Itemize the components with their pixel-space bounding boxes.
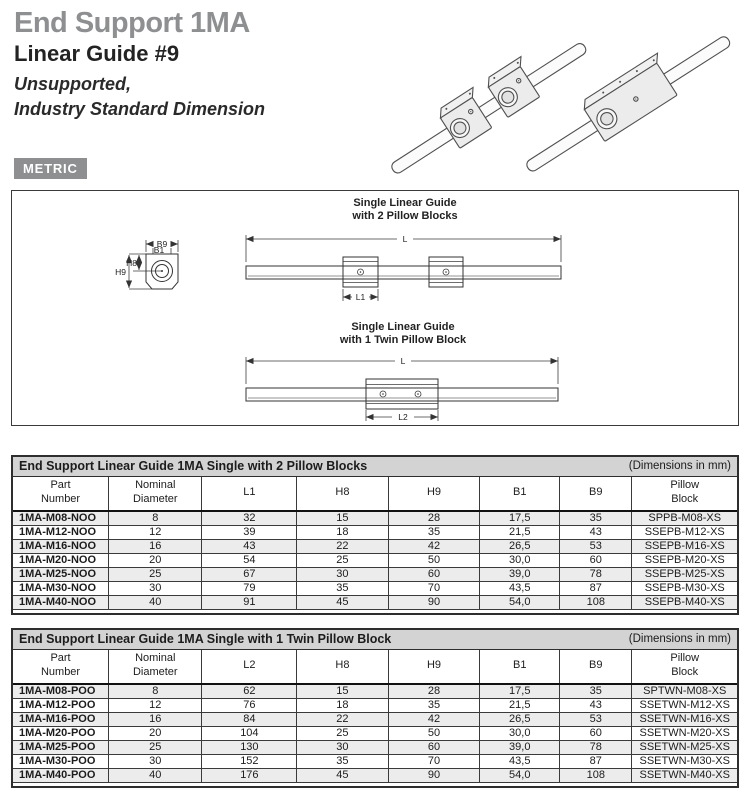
table-row: [13, 511, 737, 526]
table-title: End Support Linear Guide 1MA Single with 1 Twin Pillow Block: [19, 632, 392, 646]
dimension-cell: SSEPB-M30-XS: [632, 581, 737, 595]
part-number-cell: 1MA-M20-POO: [13, 726, 109, 740]
part-number-cell: 1MA-M08-POO: [13, 684, 109, 699]
dimension-cell: 25: [297, 726, 388, 740]
dimension-cell: SSEPB-M16-XS: [632, 539, 737, 553]
dimension-cell: 60: [560, 726, 632, 740]
table-row: [13, 684, 737, 699]
dimension-cell: 84: [202, 712, 297, 726]
dimension-cell: 35: [297, 581, 388, 595]
column-header: H8: [297, 650, 388, 684]
dimension-cell: SSEPB-M20-XS: [632, 553, 737, 567]
dimension-cell: SSETWN-M25-XS: [632, 740, 737, 754]
shaft-side-view: [246, 388, 558, 401]
dimension-cell: SSETWN-M40-XS: [632, 768, 737, 782]
part-number-cell: 1MA-M40-NOO: [13, 595, 109, 609]
dimension-cell: 35: [297, 754, 388, 768]
column-header: Nominal Diameter: [109, 650, 202, 684]
dimension-cell: 30,0: [480, 553, 560, 567]
dimension-cell: SSEPB-M40-XS: [632, 595, 737, 609]
dimension-cell: 25: [109, 567, 202, 581]
dimension-cell: 28: [388, 511, 480, 526]
header-titles: [14, 8, 265, 122]
table-row: [13, 567, 737, 581]
column-header: B1: [480, 477, 560, 511]
dimension-cell: 30: [109, 581, 202, 595]
dimension-cell: 39: [202, 525, 297, 539]
dimension-cell: 108: [560, 768, 632, 782]
table-title-bar: [13, 457, 737, 477]
dimension-label-h9: H9: [115, 267, 126, 277]
column-header: Part Number: [13, 477, 109, 511]
dimension-cell: 70: [388, 581, 480, 595]
dimension-cell: SSETWN-M16-XS: [632, 712, 737, 726]
dimension-label-l1: L1: [355, 292, 366, 302]
dimension-cell: 87: [560, 754, 632, 768]
table-title: End Support Linear Guide 1MA Single with 2 Pillow Blocks: [19, 459, 368, 473]
dimension-cell: SSETWN-M30-XS: [632, 754, 737, 768]
part-number-cell: 1MA-M12-NOO: [13, 525, 109, 539]
guide-with-2-pillow-blocks-art: [379, 25, 594, 184]
dimension-cell: 67: [202, 567, 297, 581]
column-header: L1: [202, 477, 297, 511]
dimension-cell: 50: [388, 726, 480, 740]
dimension-cell: 43: [560, 525, 632, 539]
guide-with-twin-pillow-block-art: [513, 17, 738, 184]
dimension-cell: 28: [388, 684, 480, 699]
dimension-cell: 21,5: [480, 525, 560, 539]
table-row: [13, 768, 737, 782]
dimension-cell: 62: [202, 684, 297, 699]
part-number-cell: 1MA-M12-POO: [13, 698, 109, 712]
dimension-label-l: L: [402, 234, 408, 244]
part-number-cell: 1MA-M40-POO: [13, 768, 109, 782]
dimension-cell: 16: [109, 539, 202, 553]
dimension-cell: 50: [388, 553, 480, 567]
product-illustration: [378, 4, 750, 184]
part-number-cell: 1MA-M30-POO: [13, 754, 109, 768]
table-units-note: (Dimensions in mm): [628, 460, 731, 472]
dimension-cell: 42: [388, 539, 480, 553]
dimension-cell: 91: [202, 595, 297, 609]
dimension-cell: SSETWN-M20-XS: [632, 726, 737, 740]
table-2-pillow-blocks: [11, 455, 739, 615]
diagram-title-line-2: with 1 Twin Pillow Block: [339, 334, 467, 346]
dimension-cell: 76: [202, 698, 297, 712]
dimension-cell: 35: [560, 511, 632, 526]
part-number-cell: 1MA-M16-POO: [13, 712, 109, 726]
table-row: [13, 754, 737, 768]
header-row: [13, 477, 737, 511]
dimension-cell: 60: [560, 553, 632, 567]
table-twin-pillow-block: [11, 628, 739, 788]
table-row: [13, 740, 737, 754]
dimension-cell: 43,5: [480, 754, 560, 768]
dimension-cell: 20: [109, 726, 202, 740]
diagram-title-line-2: with 2 Pillow Blocks: [352, 210, 458, 222]
column-header: B1: [480, 650, 560, 684]
dimension-cell: 53: [560, 539, 632, 553]
dimension-cell: 35: [388, 698, 480, 712]
dimension-cell: 90: [388, 768, 480, 782]
dimension-cell: 12: [109, 698, 202, 712]
dimension-cell: 15: [297, 511, 388, 526]
dimension-cell: 22: [297, 712, 388, 726]
dimension-cell: 40: [109, 768, 202, 782]
column-header: H9: [388, 650, 480, 684]
dimension-cell: 108: [560, 595, 632, 609]
metric-badge: METRIC: [14, 158, 87, 179]
dimension-cell: 43: [560, 698, 632, 712]
dimension-cell: 104: [202, 726, 297, 740]
diagram-2-pillow-blocks: [246, 197, 561, 302]
dimension-cell: 30,0: [480, 726, 560, 740]
dimension-cell: 39,0: [480, 740, 560, 754]
table-row: [13, 553, 737, 567]
dimension-cell: 45: [297, 768, 388, 782]
part-number-cell: 1MA-M20-NOO: [13, 553, 109, 567]
column-header: Pillow Block: [632, 650, 737, 684]
column-header: Part Number: [13, 650, 109, 684]
dimension-cell: 176: [202, 768, 297, 782]
dimension-cell: SPTWN-M08-XS: [632, 684, 737, 699]
diagram-title-line-1: Single Linear Guide: [351, 321, 455, 333]
shaft-side-view: [246, 266, 561, 279]
tagline-line-1: Unsupported,: [14, 74, 131, 95]
dimension-cell: 30: [109, 754, 202, 768]
dimension-cell: 78: [560, 567, 632, 581]
dimension-cell: 17,5: [480, 511, 560, 526]
cross-section-diagram: [115, 239, 178, 289]
dimensions-table: [13, 650, 737, 783]
column-header: H9: [388, 477, 480, 511]
page-title: End Support 1MA: [14, 7, 250, 39]
dimension-cell: 25: [297, 553, 388, 567]
dimension-cell: 54,0: [480, 595, 560, 609]
column-header: Nominal Diameter: [109, 477, 202, 511]
dimension-cell: 43: [202, 539, 297, 553]
twin-pillow-block-side-view: [366, 379, 438, 409]
dimension-cell: 130: [202, 740, 297, 754]
dimension-cell: SSEPB-M12-XS: [632, 525, 737, 539]
dimension-cell: 152: [202, 754, 297, 768]
part-number-cell: 1MA-M08-NOO: [13, 511, 109, 526]
dimension-cell: SPPB-M08-XS: [632, 511, 737, 526]
dimension-cell: 30: [297, 740, 388, 754]
dimension-cell: 45: [297, 595, 388, 609]
dimension-cell: 18: [297, 698, 388, 712]
table-row: [13, 712, 737, 726]
dimension-cell: 17,5: [480, 684, 560, 699]
table-row: [13, 698, 737, 712]
dimension-cell: SSEPB-M25-XS: [632, 567, 737, 581]
dimension-cell: 54: [202, 553, 297, 567]
column-header: H8: [297, 477, 388, 511]
dimension-label-b9: B9: [156, 239, 168, 249]
page-subtitle: Linear Guide #9: [14, 40, 180, 66]
dimension-label-b1: B1: [153, 245, 165, 255]
table-row: [13, 726, 737, 740]
dimension-cell: 15: [297, 684, 388, 699]
dimension-cell: 32: [202, 511, 297, 526]
dimension-cell: 35: [388, 525, 480, 539]
column-header: B9: [560, 650, 632, 684]
dimension-cell: 16: [109, 712, 202, 726]
tagline-line-2: Industry Standard Dimension: [14, 99, 266, 120]
dimension-cell: 35: [560, 684, 632, 699]
dimension-cell: 70: [388, 754, 480, 768]
part-number-cell: 1MA-M25-POO: [13, 740, 109, 754]
dimension-cell: 21,5: [480, 698, 560, 712]
table-title-bar: [13, 630, 737, 650]
table-units-note: (Dimensions in mm): [628, 633, 731, 645]
column-header: L2: [202, 650, 297, 684]
part-number-cell: 1MA-M16-NOO: [13, 539, 109, 553]
dimension-label-l: L: [400, 356, 406, 366]
dimension-cell: 8: [109, 684, 202, 699]
dimension-cell: 22: [297, 539, 388, 553]
dimension-cell: 20: [109, 553, 202, 567]
dimension-diagram-box: [11, 190, 739, 426]
table-row: [13, 595, 737, 609]
dimension-label-l2: L2: [398, 412, 408, 422]
dimension-cell: 30: [297, 567, 388, 581]
dimensions-table: [13, 477, 737, 610]
part-number-cell: 1MA-M25-NOO: [13, 567, 109, 581]
part-number-cell: 1MA-M30-NOO: [13, 581, 109, 595]
dimension-cell: 87: [560, 581, 632, 595]
dimension-cell: 42: [388, 712, 480, 726]
dimension-cell: 26,5: [480, 539, 560, 553]
table-row: [13, 581, 737, 595]
diagram-twin-pillow-block: [246, 321, 558, 422]
dimension-cell: 79: [202, 581, 297, 595]
dimension-label-h8: H8: [126, 258, 137, 268]
dimension-cell: SSETWN-M12-XS: [632, 698, 737, 712]
dimension-cell: 18: [297, 525, 388, 539]
dimension-cell: 60: [388, 740, 480, 754]
table-row: [13, 539, 737, 553]
dimension-cell: 25: [109, 740, 202, 754]
column-header: Pillow Block: [632, 477, 737, 511]
dimension-cell: 8: [109, 511, 202, 526]
dimension-cell: 60: [388, 567, 480, 581]
dimension-cell: 53: [560, 712, 632, 726]
dimension-cell: 90: [388, 595, 480, 609]
table-row: [13, 525, 737, 539]
dimension-cell: 39,0: [480, 567, 560, 581]
diagram-title-line-1: Single Linear Guide: [353, 197, 457, 209]
header-row: [13, 650, 737, 684]
dimension-cell: 12: [109, 525, 202, 539]
dimension-cell: 40: [109, 595, 202, 609]
dimension-cell: 26,5: [480, 712, 560, 726]
column-header: B9: [560, 477, 632, 511]
dimension-cell: 78: [560, 740, 632, 754]
dimension-cell: 54,0: [480, 768, 560, 782]
dimension-cell: 43,5: [480, 581, 560, 595]
